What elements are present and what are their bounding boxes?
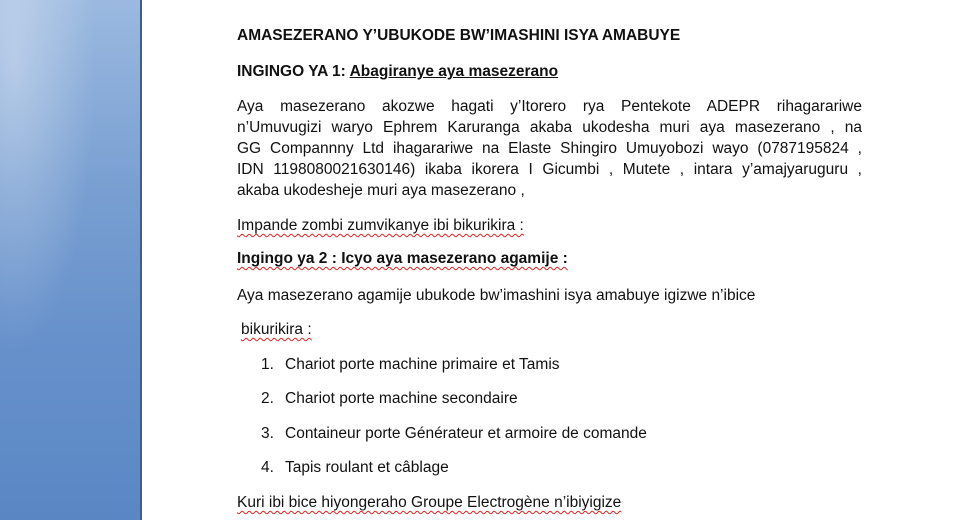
article-2-line: Aya masezerano agamije ubukode bw’imashini isya amabuye igizwe n’ibice: [237, 287, 756, 304]
document-title: AMASEZERANO Y’UBUKODE BW’IMASHINI ISYA AMABUYE: [237, 27, 681, 44]
list-item-text: Chariot porte machine primaire et Tamis: [285, 356, 560, 373]
article-2-heading: Ingingo ya 2 : Icyo aya masezerano agamije :: [237, 250, 568, 267]
list-item-number: 4.: [261, 459, 274, 476]
document-page[interactable]: [142, 0, 956, 520]
article-1-line: n’Umuvugizi waryo Ephrem Karuranga akaba ukodesha muri aya masezerano , na: [237, 119, 862, 136]
list-item-number: 2.: [261, 390, 274, 407]
list-item-text: Chariot porte machine secondaire: [285, 390, 518, 407]
article-1-title: Abagiranye aya masezerano: [349, 63, 559, 80]
list-item-number: 1.: [261, 356, 274, 373]
article-1-line: akaba ukodesheje muri aya masezerano ,: [237, 182, 525, 199]
article-1-line: Aya masezerano akozwe hagati y’Itorero rya Pentekote ADEPR rihagarariwe: [237, 98, 862, 115]
window-backdrop: [0, 0, 142, 520]
article-1-line: IDN 1198080021630146) ikaba ikorera I Gicumbi , Mutete , intara y’amajyaruguru ,: [237, 161, 862, 178]
article-2-line: bikurikira :: [241, 321, 312, 338]
article-1-label: INGINGO YA 1:: [237, 63, 350, 80]
list-item-number: 3.: [261, 425, 274, 442]
list-item-text: Containeur porte Générateur et armoire de comande: [285, 425, 647, 442]
agreement-line: Impande zombi zumvikanye ibi bikurikira :: [237, 217, 524, 234]
article-1-line: GG Compannny Ltd ihagarariwe na Elaste Shingiro Umuyobozi wayo (0787195824 ,: [237, 140, 862, 157]
list-item-text: Tapis roulant et câblage: [285, 459, 449, 476]
article-1-heading: [237, 62, 558, 81]
closing-line: Kuri ibi bice hiyongeraho Groupe Electrogène n’ibiyigize: [237, 494, 622, 511]
